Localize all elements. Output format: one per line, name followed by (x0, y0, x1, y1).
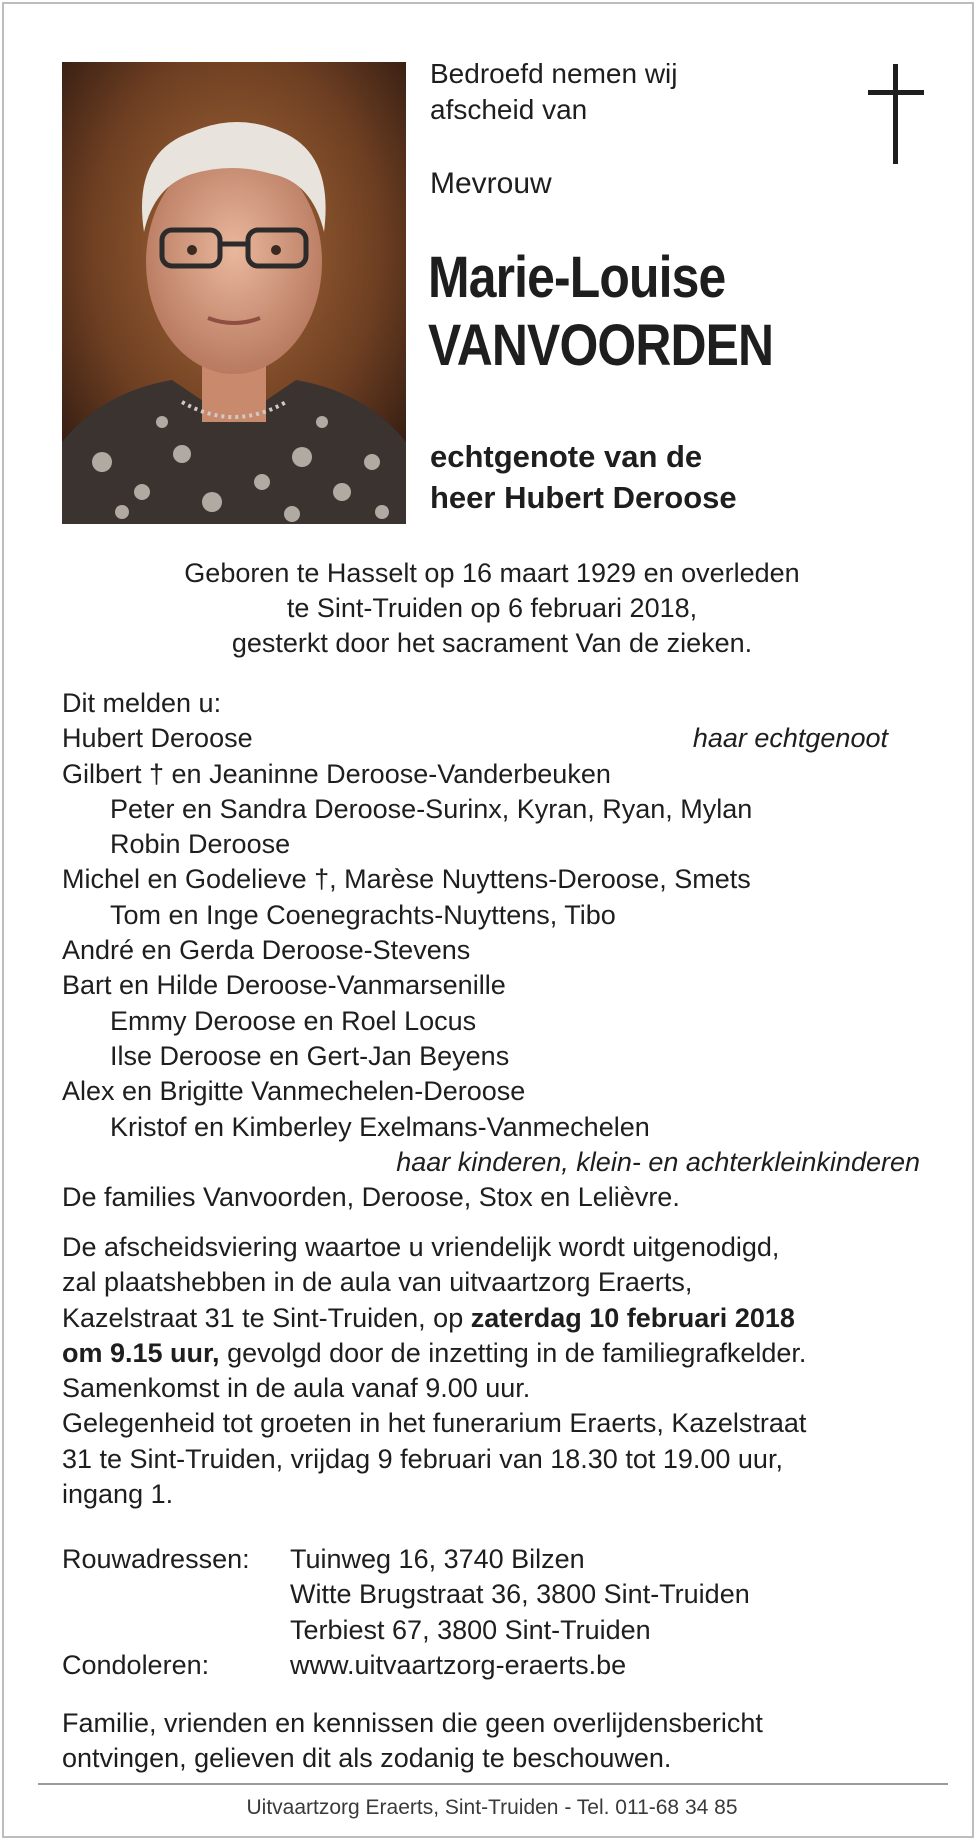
list-item-role: haar echtgenoot (692, 723, 888, 754)
cross-icon (868, 64, 924, 164)
service-time: om 9.15 uur, (62, 1337, 220, 1368)
condolence-link[interactable]: www.uitvaartzorg-eraerts.be (290, 1649, 627, 1680)
born-line: Geboren te Hasselt op 16 maart 1929 en overleden (184, 558, 800, 588)
list-item-role: haar kinderen, klein- en achterkleinkinderen (396, 1146, 920, 1177)
last-name: VANVOORDEN (428, 313, 774, 378)
born-line: te Sint-Truiden op 6 februari 2018, (286, 593, 698, 623)
service-line: 31 te Sint-Truiden, vrijdag 9 februari van 18.30 tot 19.00 uur, (62, 1443, 783, 1474)
address-label: Rouwadressen: (62, 1544, 250, 1574)
deceased-name (428, 244, 773, 380)
list-item: Robin Deroose (110, 829, 291, 860)
spouse-line: echtgenote van de (430, 439, 703, 474)
service-text-part: Kazelstraat 31 te Sint-Truiden, op (62, 1302, 471, 1333)
list-item: Kristof en Kimberley Exelmans-Vanmechelen (110, 1111, 650, 1142)
family-note-line: Familie, vrienden en kennissen die geen overlijdensbericht (62, 1708, 763, 1738)
addresses (62, 1542, 922, 1683)
list-item (62, 721, 922, 756)
service-text (62, 1230, 932, 1512)
service-line: zal plaatshebben in de aula van uitvaartzorg Eraerts, (62, 1267, 693, 1298)
list-item: André en Gerda Deroose-Stevens (62, 935, 471, 966)
address-row (62, 1613, 922, 1648)
portrait-image (62, 62, 406, 524)
address-row (62, 1542, 922, 1577)
list-item: Michel en Godelieve †, Marèse Nuyttens-Deroose, Smets (62, 864, 751, 895)
family-note (62, 1706, 922, 1777)
service-line (62, 1336, 932, 1371)
address-row (62, 1577, 922, 1612)
service-date: zaterdag 10 februari 2018 (470, 1302, 795, 1333)
list-item: Tom en Inge Coenegrachts-Nuyttens, Tibo (110, 899, 616, 930)
intro-text (430, 56, 677, 128)
list-item: Ilse Deroose en Gert-Jan Beyens (110, 1040, 510, 1071)
service-line: Samenkomst in de aula vanaf 9.00 uur. (62, 1373, 531, 1404)
list-item: Bart en Hilde Deroose-Vanmarsenille (62, 970, 506, 1001)
service-text-part: gevolgd door de inzetting in de familiegrafkelder. (219, 1337, 807, 1368)
intro-line: afscheid van (430, 94, 588, 125)
intro-line: Bedroefd nemen wij (430, 58, 678, 89)
obituary-card (2, 2, 974, 1838)
footer-text: Uitvaartzorg Eraerts, Sint-Truiden - Tel. 011-68 34 85 (246, 1796, 738, 1819)
footer-divider (38, 1783, 948, 1785)
portrait-photo (62, 62, 406, 524)
salutation: Mevrouw (430, 167, 552, 200)
list-item-text: Hubert Deroose (62, 723, 253, 754)
address-value: Tuinweg 16, 3740 Bilzen (290, 1544, 585, 1574)
birth-death-text (62, 556, 922, 661)
condolence-row (62, 1648, 922, 1683)
service-line (62, 1301, 932, 1336)
condolence-label: Condoleren: (62, 1649, 210, 1680)
announcers-list (62, 686, 922, 1215)
born-line: gesterkt door het sacrament Van de zieken. (231, 628, 753, 658)
list-item: Emmy Deroose en Roel Locus (110, 1005, 477, 1036)
announcers-header: Dit melden u: (62, 688, 222, 718)
service-line: Gelegenheid tot groeten in het funerarium Eraerts, Kazelstraat (62, 1408, 807, 1439)
spouse-text (430, 436, 737, 518)
list-item: De families Vanvoorden, Deroose, Stox en Lelièvre. (62, 1182, 680, 1213)
list-item: Alex en Brigitte Vanmechelen-Deroose (62, 1076, 526, 1107)
service-line: De afscheidsviering waartoe u vriendelijk wordt uitgenodigd, (62, 1232, 780, 1262)
service-line: ingang 1. (62, 1479, 174, 1510)
address-value: Witte Brugstraat 36, 3800 Sint-Truiden (290, 1579, 750, 1610)
list-item: Peter en Sandra Deroose-Surinx, Kyran, Ryan, Mylan (110, 793, 753, 824)
list-item: Gilbert † en Jeaninne Deroose-Vanderbeuken (62, 758, 611, 789)
first-name: Marie-Louise (428, 245, 726, 310)
family-note-line: ontvingen, gelieven dit als zodanig te beschouwen. (62, 1743, 672, 1774)
address-value: Terbiest 67, 3800 Sint-Truiden (290, 1614, 651, 1645)
spouse-line: heer Hubert Deroose (430, 480, 737, 515)
